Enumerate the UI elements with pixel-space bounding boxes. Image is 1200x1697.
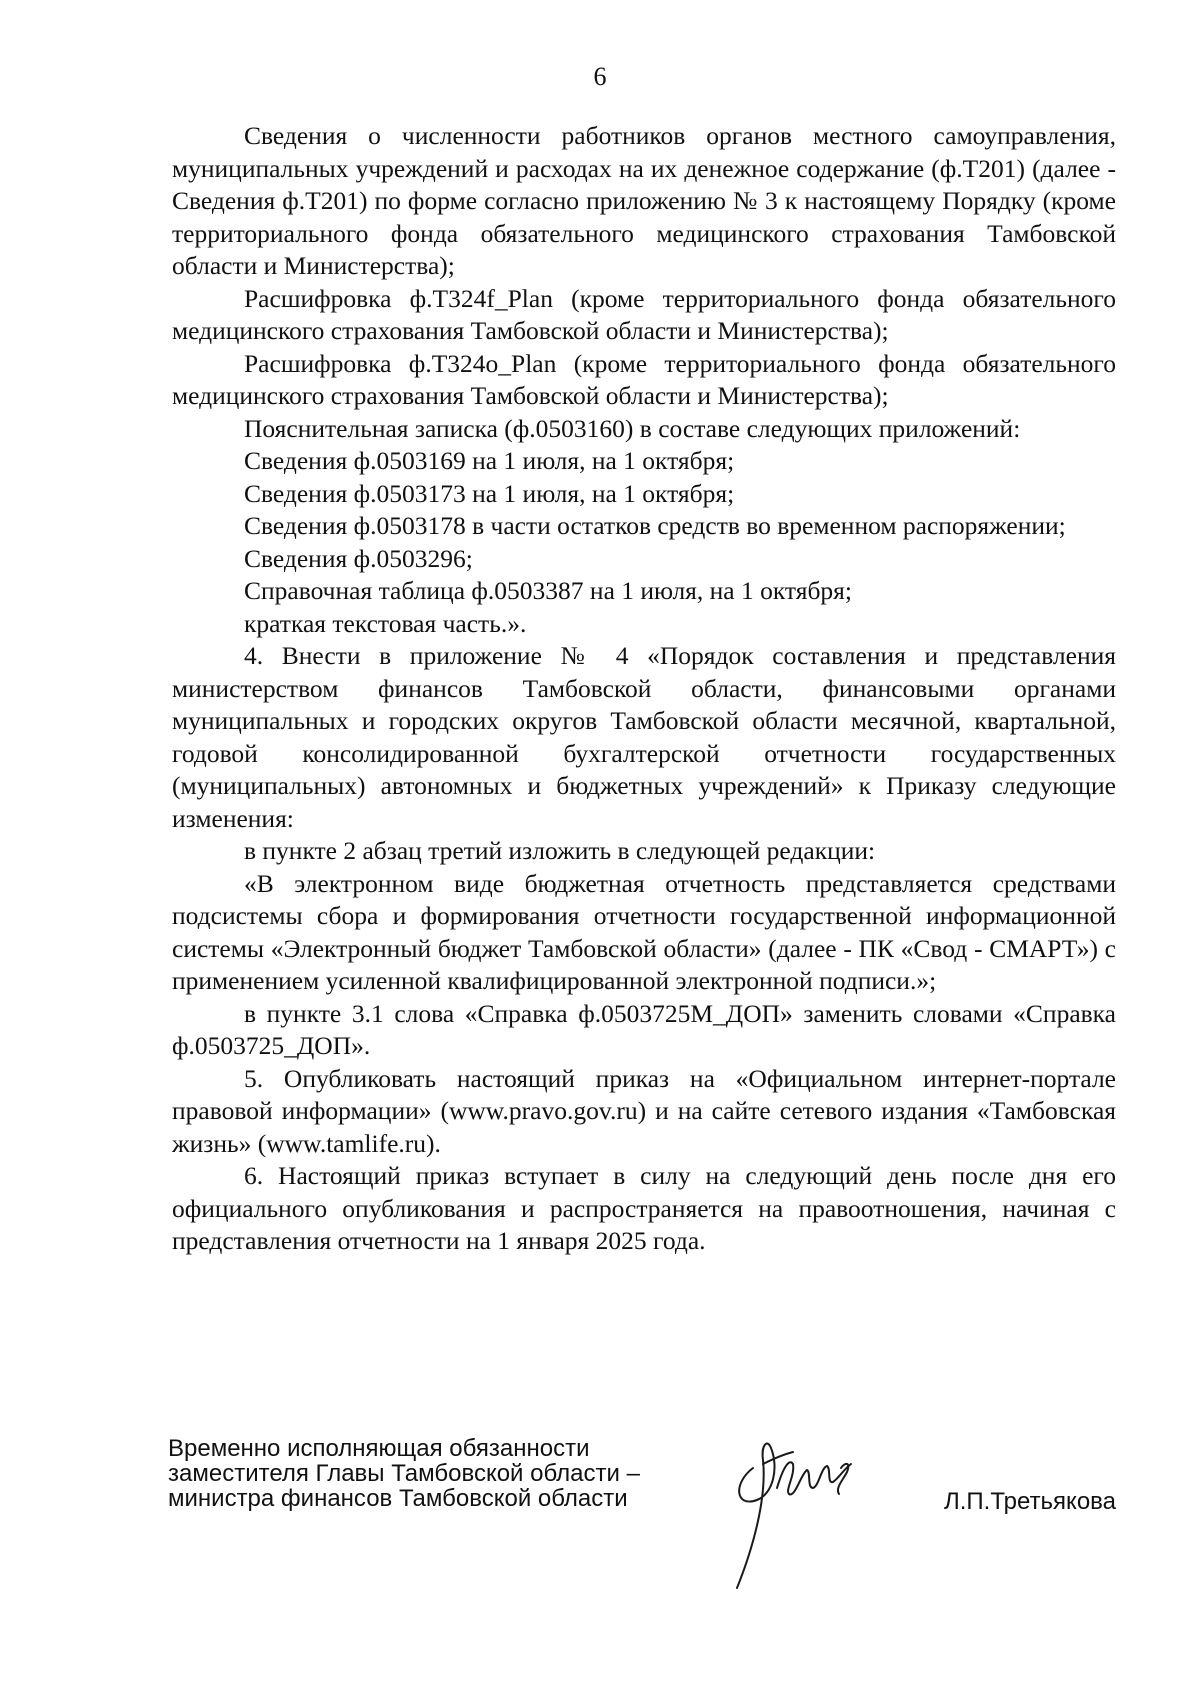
- handwritten-signature: [723, 1428, 873, 1598]
- paragraph-t324o-plan: Расшифровка ф.Т324o_Plan (кроме территориального фонда обязательного медицинского страхования Тамбовской области и Министерства);: [172, 348, 1116, 410]
- paragraph-text-part: краткая текстовая часть.».: [244, 608, 527, 638]
- paragraph-form-0503173: Сведения ф.0503173 на 1 июля, на 1 октября;: [244, 478, 735, 508]
- document-body: [172, 120, 1116, 1258]
- paragraph-t324f-plan: Расшифровка ф.Т324f_Plan (кроме территориального фонда обязательного медицинского страхования Тамбовской области и Министерства);: [172, 283, 1116, 345]
- signer-title: [168, 1436, 640, 1511]
- paragraph-form-0503178: Сведения ф.0503178 в части остатков средств во временном распоряжении;: [244, 511, 1066, 540]
- paragraph-reference-table: Справочная таблица ф.0503387 на 1 июля, на 1 октября;: [244, 576, 852, 605]
- signer-title-line: заместителя Главы Тамбовской области –: [168, 1460, 640, 1487]
- paragraph-item-6: 6. Настоящий приказ вступает в силу на следующий день после дня его официального опубликования и распространяется на правоотношения, начиная с представления отчетности на 1 января 2025 года.: [172, 1161, 1116, 1255]
- paragraph-item-5: 5. Опубликовать настоящий приказ на «Официальном интернет-портале правовой информации» (www.pravo.gov.ru) и на сайте сетевого издания «Тамбовская жизнь» (www.tamlife.ru).: [172, 1063, 1116, 1158]
- paragraph-item-4-point-2: в пункте 2 абзац третий изложить в следующей редакции:: [244, 836, 876, 865]
- paragraph-item-4: 4. Внести в приложение № 4 «Порядок составления и представления министерством финансов Тамбовской области, финансовыми органами муниципальных и городских округов Тамбовской области месячной, квартальной, годовой консолидированной бухгалтерской отчетности государственных (муниципальных) автономных и бюджетных учреждений» к Приказу следующие изменения:: [172, 641, 1116, 833]
- page-number: 6: [593, 62, 607, 91]
- paragraph-form-0503169: Сведения ф.0503169 на 1 июля, на 1 октября;: [244, 446, 735, 475]
- signer-name: Л.П.Третьякова: [944, 1488, 1116, 1515]
- paragraph-item-4-quote: «В электронном виде бюджетная отчетность представляется средствами подсистемы сбора и формирования отчетности государственной информационной системы «Электронный бюджет Тамбовской области» (далее - ПК «Свод - СМАРТ») с применением усиленной квалифицированной электронной подписи.»;: [172, 868, 1116, 995]
- signature-block: [168, 1436, 1116, 1616]
- signer-title-line: министра финансов Тамбовской области: [168, 1485, 628, 1512]
- paragraph-t201-info: Сведения о численности работников органов местного самоуправления, муниципальных учреждений и расходах на их денежное содержание (ф.Т201) (далее - Сведения ф.Т201) по форме согласно приложению № 3 к настоящему Порядку (кроме территориального фонда обязательного медицинского страхования Тамбовской области и Министерства);: [172, 121, 1116, 280]
- signer-title-line: Временно исполняющая обязанности: [168, 1435, 590, 1462]
- paragraph-explanatory-note: Пояснительная записка (ф.0503160) в составе следующих приложений:: [244, 413, 1021, 443]
- paragraph-item-4-point-3-1: в пункте 3.1 слова «Справка ф.0503725M_ДОП» заменить словами «Справка ф.0503725_ДОП».: [172, 998, 1116, 1060]
- paragraph-form-0503296: Сведения ф.0503296;: [244, 543, 473, 573]
